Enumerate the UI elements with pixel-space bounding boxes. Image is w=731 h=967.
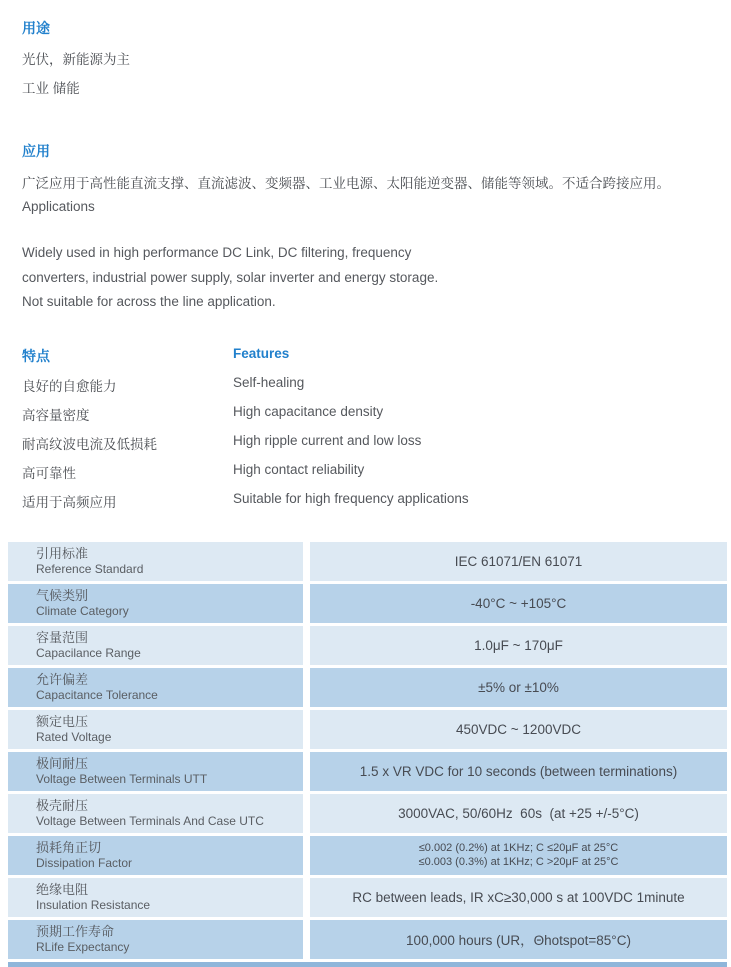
spec-label-cell: [8, 794, 303, 833]
feature-label-en: High capacitance density: [233, 403, 384, 419]
spec-row: [8, 752, 727, 791]
spec-label-zh: 预期工作寿命: [36, 923, 115, 939]
spec-label-zh: 气候类别: [36, 587, 89, 603]
feature-item: [22, 491, 731, 511]
application-heading: 应用: [22, 143, 50, 159]
spec-value-cell: [310, 710, 727, 749]
usage-heading: 用途: [22, 20, 50, 36]
application-en-line: Not suitable for across the line application.: [22, 294, 276, 309]
spec-label-cell: [8, 542, 303, 581]
application-paragraph-en: [22, 241, 731, 315]
spec-label-cell: [8, 836, 303, 875]
feature-label-en: High contact reliability: [233, 461, 365, 477]
spec-value-cell: [310, 836, 727, 875]
table-bottom-bar: [8, 962, 727, 967]
spec-value-cell: [310, 920, 727, 959]
spec-value: RC between leads, IR xC≥30,000 s at 100VDC 1minute: [352, 889, 685, 905]
spec-row: [8, 710, 727, 749]
features-section: [22, 346, 731, 511]
spec-label-cell: [8, 878, 303, 917]
feature-label-en: Self-healing: [233, 374, 305, 390]
usage-line-2: 工业 储能: [22, 81, 80, 96]
spec-value: 100,000 hours (UR，Θhotspot=85°C): [406, 933, 631, 948]
spec-value-cell: [310, 542, 727, 581]
features-heading-row: [22, 346, 731, 366]
spec-label-zh: 极壳耐压: [36, 797, 89, 813]
spec-label-zh: 损耗角正切: [36, 839, 102, 855]
application-subheading-en: Applications: [22, 199, 95, 214]
spec-row: [8, 836, 727, 875]
feature-item: [22, 462, 731, 482]
spec-label-zh: 绝缘电阻: [36, 881, 89, 897]
spec-label-en: Voltage Between Terminals And Case UTC: [36, 813, 264, 828]
spec-label-en: Capacitance Tolerance: [36, 687, 158, 702]
spec-value: ≤0.002 (0.2%) at 1KHz; C ≤20μF at 25°C: [418, 841, 619, 854]
spec-row: [8, 584, 727, 623]
spec-value: 1.0μF ~ 170μF: [474, 637, 563, 653]
spec-value: IEC 61071/EN 61071: [454, 553, 583, 569]
spec-row: [8, 794, 727, 833]
feature-item: [22, 404, 731, 424]
spec-value-cell: [310, 752, 727, 791]
feature-label-en: High ripple current and low loss: [233, 432, 422, 448]
spec-label-en: RLife Expectancy: [36, 939, 130, 954]
feature-label-zh: 高可靠性: [22, 465, 76, 481]
feature-label-zh: 耐高纹波电流及低损耗: [22, 436, 157, 452]
spec-label-cell: [8, 710, 303, 749]
spec-label-zh: 允许偏差: [36, 671, 89, 687]
spec-label-en: Insulation Resistance: [36, 897, 151, 912]
feature-label-zh: 适用于高频应用: [22, 494, 117, 510]
application-en-line: Widely used in high performance DC Link, DC filtering, frequency: [22, 245, 412, 260]
spec-value-cell: [310, 794, 727, 833]
spec-value: 450VDC ~ 1200VDC: [456, 721, 581, 737]
spec-row: [8, 542, 727, 581]
feature-item: [22, 375, 731, 395]
spec-row: [8, 668, 727, 707]
spec-label-zh: 容量范围: [36, 629, 89, 645]
spec-label-cell: [8, 752, 303, 791]
feature-label-en: Suitable for high frequency applications: [233, 490, 469, 506]
spec-label-en: Rated Voltage: [36, 729, 112, 744]
spec-label-en: Capacilance Range: [36, 645, 141, 660]
spec-label-zh: 额定电压: [36, 713, 89, 729]
feature-item: [22, 433, 731, 453]
spec-table-rows: [8, 542, 727, 959]
application-paragraph-zh: 广泛应用于高性能直流支撑、直流滤波、变频器、工业电源、太阳能逆变器、储能等领域。不适合跨接应用。: [22, 176, 670, 191]
application-en-line: converters, industrial power supply, solar inverter and energy storage.: [22, 269, 439, 285]
spec-value-cell: [310, 668, 727, 707]
feature-label-zh: 良好的自愈能力: [22, 378, 117, 394]
spec-label-en: Reference Standard: [36, 561, 144, 576]
spec-table: [8, 542, 727, 967]
spec-label-cell: [8, 668, 303, 707]
spec-label-cell: [8, 626, 303, 665]
spec-value-cell: [310, 584, 727, 623]
feature-label-zh: 高容量密度: [22, 407, 90, 423]
spec-value-cell: [310, 878, 727, 917]
spec-row: [8, 920, 727, 959]
spec-label-cell: [8, 920, 303, 959]
features-heading-en: Features: [233, 345, 290, 361]
spec-label-en: Voltage Between Terminals UTT: [36, 771, 208, 786]
spec-value: 3000VAC, 50/60Hz 60s (at +25 +/-5°C): [398, 805, 639, 821]
usage-line-1: 光伏，新能源为主: [22, 52, 130, 67]
spec-value: -40°C ~ +105°C: [470, 595, 567, 611]
spec-label-zh: 极间耐压: [36, 755, 89, 771]
spec-label-cell: [8, 584, 303, 623]
features-heading-zh: 特点: [22, 347, 50, 364]
spec-value-cell: [310, 626, 727, 665]
spec-label-zh: 引用标准: [36, 545, 89, 561]
spec-row: [8, 878, 727, 917]
spec-row: [8, 626, 727, 665]
features-list: [22, 375, 731, 511]
spec-label-en: Climate Category: [36, 603, 129, 618]
spec-label-en: Dissipation Factor: [36, 855, 133, 870]
spec-value: ≤0.003 (0.3%) at 1KHz; C >20μF at 25°C: [418, 856, 619, 868]
spec-value: 1.5 x VR VDC for 10 seconds (between terminations): [359, 763, 678, 779]
spec-value: ±5% or ±10%: [478, 679, 559, 695]
